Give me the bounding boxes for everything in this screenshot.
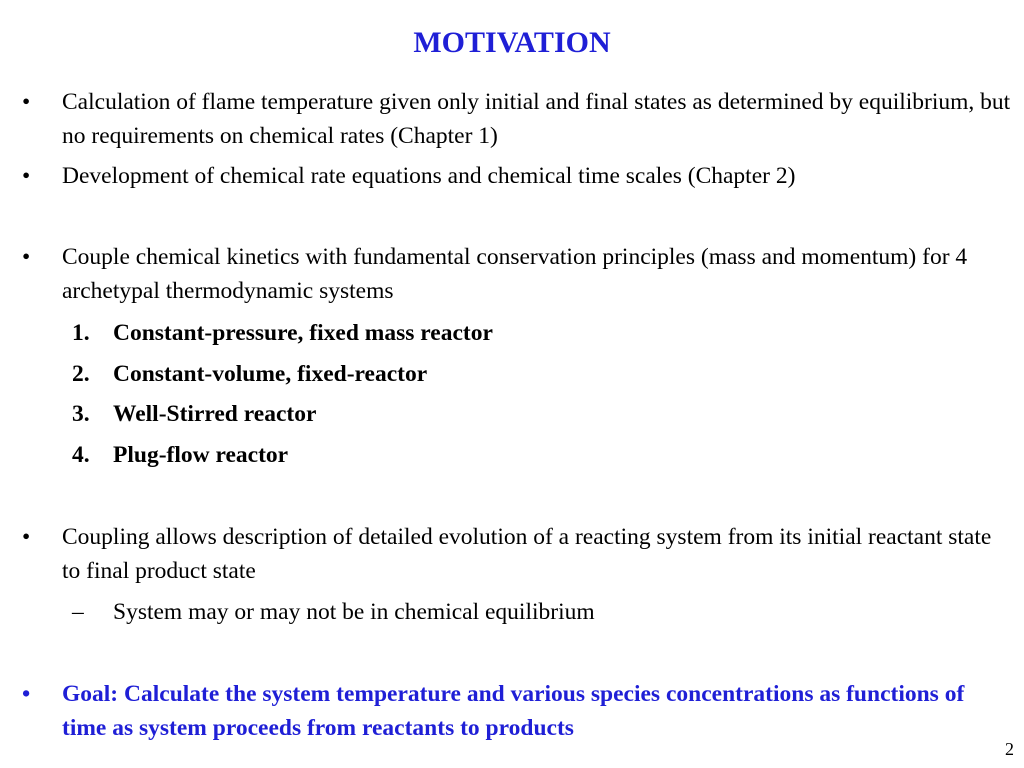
bullet-couple-kinetics [22,240,1012,308]
item-text: Constant-pressure, fixed mass reactor [113,320,493,346]
bullet-text: Goal: Calculate the system temperature and various species concentrations as functions of time as system proceeds from reactants to products [62,681,965,741]
bullet-icon: • [22,163,31,189]
dash-icon: – [72,599,84,625]
item-text: Plug-flow reactor [113,442,289,468]
bullet-text: Development of chemical rate equations and chemical time scales (Chapter 2) [62,163,796,189]
item-number: 4. [72,442,90,468]
numbered-item [72,316,493,350]
bullet-coupling-description [22,520,1012,588]
item-number: 2. [72,361,90,387]
numbered-item [72,357,427,391]
bullet-rate-equations [22,159,1012,193]
item-number: 1. [72,320,90,346]
bullet-icon: • [22,89,31,115]
numbered-item [72,397,316,431]
bullet-text: Calculation of flame temperature given only initial and final states as determined by equilibrium, but no requirements on chemical rates (Chapter 1) [62,89,1011,149]
sub-bullet-text: System may or may not be in chemical equilibrium [113,599,595,625]
item-text: Well-Stirred reactor [113,401,317,427]
bullet-text: Coupling allows description of detailed evolution of a reacting system from its initial reactant state to final product state [62,524,992,584]
bullet-icon: • [22,681,31,707]
bullet-text: Couple chemical kinetics with fundamental conservation principles (mass and momentum) for 4 archetypal thermodynamic systems [62,244,968,304]
item-text: Constant-volume, fixed-reactor [113,361,428,387]
sub-bullet-equilibrium [72,595,595,629]
numbered-item [72,438,288,472]
bullet-icon: • [22,524,31,550]
item-number: 3. [72,401,90,427]
bullet-goal [22,677,1012,745]
bullet-icon: • [22,244,31,270]
bullet-flame-temperature [22,85,1012,153]
page-number: 2 [1005,739,1014,759]
slide-title: MOTIVATION [413,26,611,59]
